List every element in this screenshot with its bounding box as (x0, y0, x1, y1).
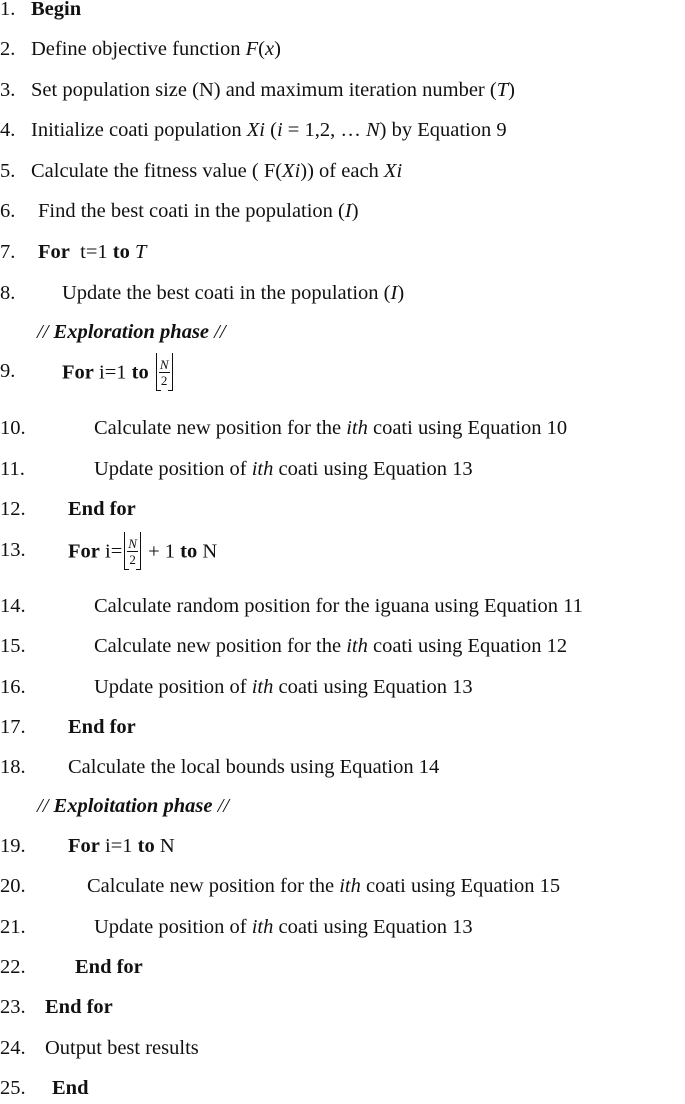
text-run: coati using Equation 10 (367, 417, 568, 439)
math-symbol: x (264, 38, 275, 60)
step-number: 12. (0, 498, 26, 520)
step-text (31, 33, 281, 65)
step-number: 21. (0, 916, 26, 938)
step-text (31, 155, 402, 187)
math-symbol: ith (346, 635, 368, 657)
step-number: 14. (0, 595, 26, 617)
text-run: Define objective function (31, 38, 246, 60)
text-run: i= (99, 540, 123, 563)
math-symbol: T (134, 241, 147, 263)
text-run: i=1 (99, 835, 138, 857)
text-run: ) (274, 38, 281, 60)
keyword: End for (45, 996, 113, 1018)
step-text (94, 590, 583, 622)
step-text (87, 870, 560, 902)
text-run: ) (397, 282, 405, 304)
keyword: For (68, 835, 100, 857)
text-run: Output best results (45, 1037, 199, 1059)
text-run: ) (351, 200, 359, 222)
text-run: coati using Equation 12 (367, 635, 568, 657)
step-number: 8. (0, 282, 16, 304)
math-symbol: ith (251, 916, 274, 938)
step-number: 16. (0, 676, 26, 698)
fraction-numerator: N (159, 357, 169, 372)
step-number: 13. (0, 539, 26, 561)
text-run: i=1 (93, 361, 132, 384)
keyword: to (112, 241, 130, 263)
math-symbol: Xi (282, 160, 301, 182)
math-symbol: ith (251, 458, 274, 480)
text-run: ) (508, 79, 515, 101)
step-text (75, 951, 143, 983)
step-text (94, 453, 473, 485)
step-number: 22. (0, 956, 26, 978)
step-number: 11. (0, 458, 25, 480)
step-number: 17. (0, 716, 26, 738)
text-run: Update position of (94, 458, 252, 480)
step-text (31, 0, 81, 25)
keyword: End for (75, 956, 143, 978)
step-text (31, 74, 515, 106)
math-symbol: i (276, 119, 283, 141)
step-number: 25. (0, 1077, 26, 1099)
keyword: End for (68, 498, 136, 520)
text-run: Calculate new position for the (87, 875, 340, 897)
step-number: 2. (0, 38, 16, 60)
step-text (68, 711, 136, 743)
text-run: Calculate random position for the iguana using Equation 11 (94, 595, 583, 617)
keyword: For (38, 241, 70, 263)
keyword: Begin (31, 0, 82, 20)
step-text (94, 412, 567, 444)
math-symbol: I (390, 282, 398, 304)
step-number: 7. (0, 241, 16, 263)
step-text (94, 911, 473, 943)
text-run: Calculate new position for the (94, 417, 347, 439)
step-number: 19. (0, 835, 26, 857)
math-symbol: N (365, 119, 380, 141)
text-run: Update position of (94, 916, 252, 938)
floor-fraction (156, 353, 173, 391)
step-text (68, 493, 136, 525)
step-text (45, 991, 113, 1023)
step-number: 5. (0, 160, 16, 182)
keyword: End (52, 1077, 89, 1099)
math-symbol: Xi (246, 119, 265, 141)
text-run: // (209, 321, 226, 343)
text-run: N (197, 540, 218, 563)
text-run: ( (264, 119, 277, 141)
text-run: coati using Equation 13 (273, 676, 473, 698)
fraction-denominator: 2 (160, 373, 168, 388)
keyword: Exploitation phase (53, 795, 213, 817)
keyword: to (137, 835, 155, 857)
step-text (68, 751, 439, 783)
keyword: to (180, 540, 198, 563)
step-text (45, 1032, 199, 1064)
step-text (38, 195, 359, 227)
step-number: 24. (0, 1037, 26, 1059)
text-run: N (154, 835, 175, 857)
text-run: Calculate new position for the (94, 635, 347, 657)
keyword: For (68, 540, 100, 563)
text-run: Calculate the local bounds using Equation 14 (68, 756, 440, 778)
text-run: ( (258, 38, 265, 60)
text-run: )) of each (300, 160, 384, 182)
math-symbol: ith (339, 875, 361, 897)
step-number: 20. (0, 875, 26, 897)
text-run: // (37, 321, 54, 343)
math-symbol: I (344, 200, 352, 222)
math-symbol: F (245, 38, 259, 60)
keyword: For (62, 361, 94, 384)
text-run: // (37, 795, 54, 817)
step-text (38, 236, 146, 268)
step-number: 15. (0, 635, 26, 657)
step-text (62, 277, 404, 309)
step-text (68, 534, 217, 572)
keyword: to (131, 361, 149, 384)
step-text (37, 790, 229, 822)
step-number: 9. (0, 360, 16, 382)
fraction-denominator: 2 (129, 552, 136, 567)
step-number: 6. (0, 200, 16, 222)
text-run: + 1 (142, 540, 181, 563)
floor-fraction (124, 532, 141, 570)
step-number: 1. (0, 0, 16, 20)
step-text (37, 316, 226, 348)
step-number: 10. (0, 417, 26, 439)
text-run: = 1,2, … (282, 119, 366, 141)
step-text (31, 114, 507, 146)
text-run: coati using Equation 13 (273, 458, 473, 480)
math-symbol: ith (346, 417, 368, 439)
text-run: coati using Equation 15 (360, 875, 561, 897)
text-run: Update the best coati in the population ( (62, 282, 391, 304)
step-number: 4. (0, 119, 16, 141)
step-text (94, 671, 473, 703)
text-run: // (212, 795, 229, 817)
text-run: t=1 (69, 241, 113, 263)
keyword: End for (68, 716, 136, 738)
math-symbol: T (496, 79, 509, 101)
keyword: Exploration phase (53, 321, 210, 343)
step-number: 3. (0, 79, 16, 101)
math-symbol: Xi (383, 160, 403, 182)
text-run: coati using Equation 13 (273, 916, 473, 938)
step-number: 23. (0, 996, 26, 1018)
text-run: Initialize coati population (31, 119, 247, 141)
text-run: Update position of (94, 676, 252, 698)
step-text (94, 630, 567, 662)
text-run: Calculate the fitness value ( F( (31, 160, 283, 182)
fraction-numerator: N (128, 536, 137, 551)
text-run: Find the best coati in the population ( (38, 200, 345, 222)
step-text (52, 1072, 88, 1104)
text-run: Set population size (N) and maximum iteration number ( (31, 79, 497, 101)
text-run (149, 362, 154, 384)
math-symbol: ith (251, 676, 274, 698)
step-number: 18. (0, 756, 26, 778)
step-text (62, 355, 175, 393)
text-run: ) by Equation 9 (379, 119, 507, 141)
step-text (68, 830, 175, 862)
